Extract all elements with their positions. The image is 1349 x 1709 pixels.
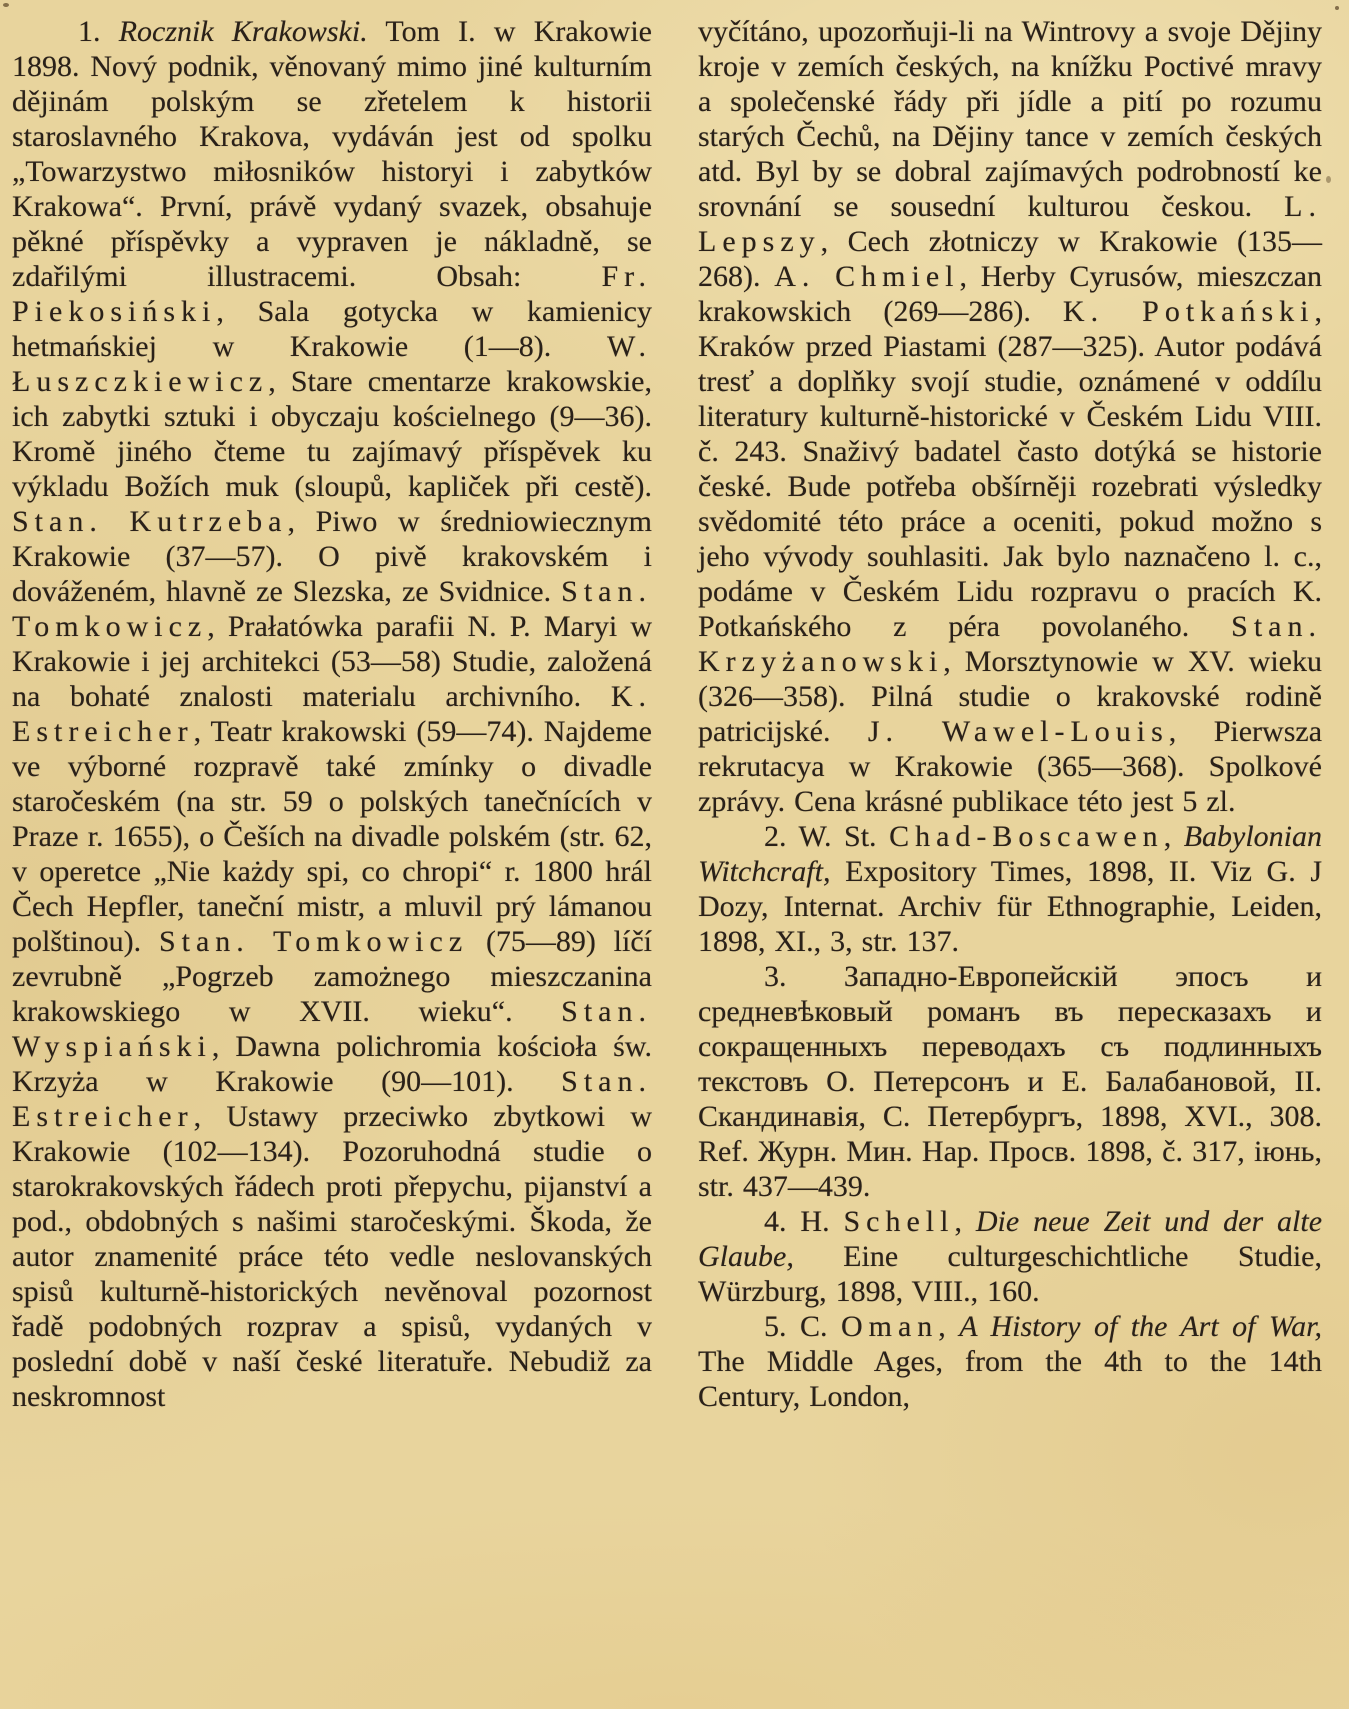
body-text: , Teatr krakowski (59—74). Najdeme ve výborné rozpravě také zmínky o divadle staročeském (na str. 59 o polských tanečnících v Praze r. 1655), o Češích na divadle polském (str. 62, v operetce „Nie każdy spi, co chropi“ r. 1800 hrál Čech Hepfler, taneční mistr, a mluvil prý lámanou polštinou). xyxy=(12,715,652,958)
letterspaced-name: K. Potkański xyxy=(1062,295,1315,328)
entry-3-western-european-epos xyxy=(698,959,1322,1204)
body-text: , Sala gotycka w kamienicy hetmańskiej w Krakowie (1—8). xyxy=(12,295,652,363)
letterspaced-name: Oman xyxy=(840,1310,939,1343)
body-text: vyčítáno, upozorňuji-li na Wintrovy a svoje Dějiny kroje v zemích českých, na knížku Poctivé mravy a společenské řády při jídle a pití po rozumu starých Čechů, na Dějiny tance v zemích českých atd. Byl by se dobral zajímavých podrobností ke srovnání se sousední kulturou českou. xyxy=(698,15,1322,223)
paper-speck xyxy=(1335,6,1339,10)
body-text: , Pierwsza rekrutacya w Krakowie (365—368). Spolkové zprávy. Cena krásné publikace této jest 5 zl. xyxy=(698,715,1323,818)
letterspaced-name: Stan. Krzyżanowski xyxy=(698,610,1322,678)
body-text: , Ustawy przeciwko zbytkowi w Krakowie (102—134). Pozoruhodná studie o starokrakovských řádech proti přepychu, pijanství a pod., obdobných s našimi staročeskými. Škoda, že autor znamenité práce této vedle neslovanských spisů kulturně-historických nevěnoval pozornost řadě podobných rozprav a spisů, vydaných v poslední době v naší české literatuře. Nebudiž za neskromnost xyxy=(12,1100,652,1413)
body-text: 1. xyxy=(78,15,119,48)
letterspaced-name: Stan. Tomkowicz xyxy=(158,925,469,958)
letterspaced-name: L. Lepszy xyxy=(698,190,1322,258)
body-text: Expository Times, 1898, II. Viz G. J Dozy, Internat. Archiv für Ethnographie, Leiden, 1898, XI., 3, str. 137. xyxy=(698,855,1322,958)
body-text: Tom I. w Krakowie 1898. Nový podnik, věnovaný mimo jiné kulturním dějinám polským se zřetelem k historii staroslavného Krakova, vydáván jest od spolku „Towarzystwo miłosników historyi i zabytków Krakowa“. První, právě vydaný svazek, obsahuje pěkné příspěvky a vypraven je nákladně, se zdařilými illustracemi. Obsah: xyxy=(12,15,652,293)
paper-speck xyxy=(3,3,9,7)
entry-1-continuation xyxy=(698,14,1322,819)
letterspaced-name: Fr. Piekosiński xyxy=(12,260,652,328)
body-text: , Kraków przed Piastami (287—325). Autor podává tresť a doplňky svojí studie, oznámené v oddílu literatury kulturně-historické v Českém Lidu VIII. č. 243. Snaživý badatel často dotýká se historie české. Bude potřeba obšírněji rozebrati výsledky svědomité této práce a oceniti, pokud možno s jeho vývody souhlasiti. Jak bylo naznačeno l. c., podáme v Českém Lidu rozpravu o pracích K. Potkańského z péra povolaného. xyxy=(698,295,1322,643)
entry-5-oman xyxy=(698,1309,1322,1414)
letterspaced-name: Chad-Boscawen xyxy=(889,820,1164,853)
italic-text: A History of the Art of War, xyxy=(959,1310,1322,1343)
letterspaced-name: Stan. Wyspiański xyxy=(12,995,652,1063)
italic-text: Babylonian Witchcraft, xyxy=(698,820,1323,888)
letterspaced-name: J. Wawel-Louis xyxy=(867,715,1169,748)
body-text: , Piwo w średniowiecznym Krakowie (37—57). O pivě krakovském i dováženém, hlavně ze Slezska, ze Svidnice. xyxy=(12,505,652,608)
body-text: 5. C. xyxy=(764,1310,841,1343)
letterspaced-name: W. Łuszczkiewicz xyxy=(12,330,652,398)
entry-1-rocznik-krakowski xyxy=(12,14,652,1414)
body-text: (75—89) líčí zevrubně „Pogrzeb zamożnego mieszczanina krakowskiego w XVII. wieku“. xyxy=(12,925,652,1028)
body-text: , Prałatówka parafii N. P. Maryi w Krakowie i jej architekci (53—58) Studie, založená na bohaté znalosti materialu archivního. xyxy=(12,610,652,713)
entry-4-schell xyxy=(698,1204,1322,1309)
body-text: , Herby Cyrusów, mieszczan krakowskich (269—286). xyxy=(698,260,1322,328)
body-text: , xyxy=(1163,820,1184,853)
right-column xyxy=(698,14,1322,1709)
letterspaced-name: Stan. Kutrzeba xyxy=(12,505,288,538)
body-text: , xyxy=(954,1205,976,1238)
body-text: 4. H. xyxy=(764,1205,844,1238)
body-text: , Dawna polichromia kościoła św. Krzyża w Krakowie (90—101). xyxy=(12,1030,652,1098)
entry-2-chad-boscawen xyxy=(698,819,1322,959)
letterspaced-name: Stan. Tomkowicz xyxy=(12,575,652,643)
body-text: , Cech złotniczy w Krakowie (135—268). xyxy=(698,225,1322,293)
italic-text: Die neue Zeit und der alte Glaube, xyxy=(698,1205,1323,1273)
letterspaced-name: A. Chmiel xyxy=(774,260,960,293)
paper-speck xyxy=(1326,176,1331,183)
body-text: 2. W. St. xyxy=(764,820,890,853)
body-text: 3. Западно-Европейскій эпосъ и средневѣковый романъ въ пересказахъ и сокращенныхъ переводахъ съ подлинныхъ текстовъ О. Петерсонъ и Е. Балабановой, II. Скандинавія, С. Петербургъ, 1898, XVI., 308. Ref. Журн. Мин. Нар. Просв. 1898, č. 317, іюнь, str. 437—439. xyxy=(698,960,1322,1203)
italic-text: Rocznik Krakowski. xyxy=(118,15,368,48)
letterspaced-name: Stan. Estreicher xyxy=(12,1065,652,1133)
body-text: The Middle Ages, from the 4th to the 14th Century, London, xyxy=(698,1345,1322,1413)
body-text: , xyxy=(938,1310,960,1343)
left-column xyxy=(12,14,652,1709)
body-text: Eine culturgeschichtliche Studie, Würzburg, 1898, VIII., 160. xyxy=(698,1240,1322,1308)
body-text: , Morsztynowie w XV. wieku (326—358). Pilná studie o krakovské rodině patricijské. xyxy=(698,645,1322,748)
letterspaced-name: Schell xyxy=(843,1205,955,1238)
letterspaced-name: K. Estreicher xyxy=(12,680,652,748)
body-text: , Stare cmentarze krakowskie, ich zabytki sztuki i obyczaju kościelnego (9—36). Kromě jiného čteme tu zajímavý příspěvek ku výkladu Božích muk (sloupů, kapliček při cestě). xyxy=(12,365,652,503)
